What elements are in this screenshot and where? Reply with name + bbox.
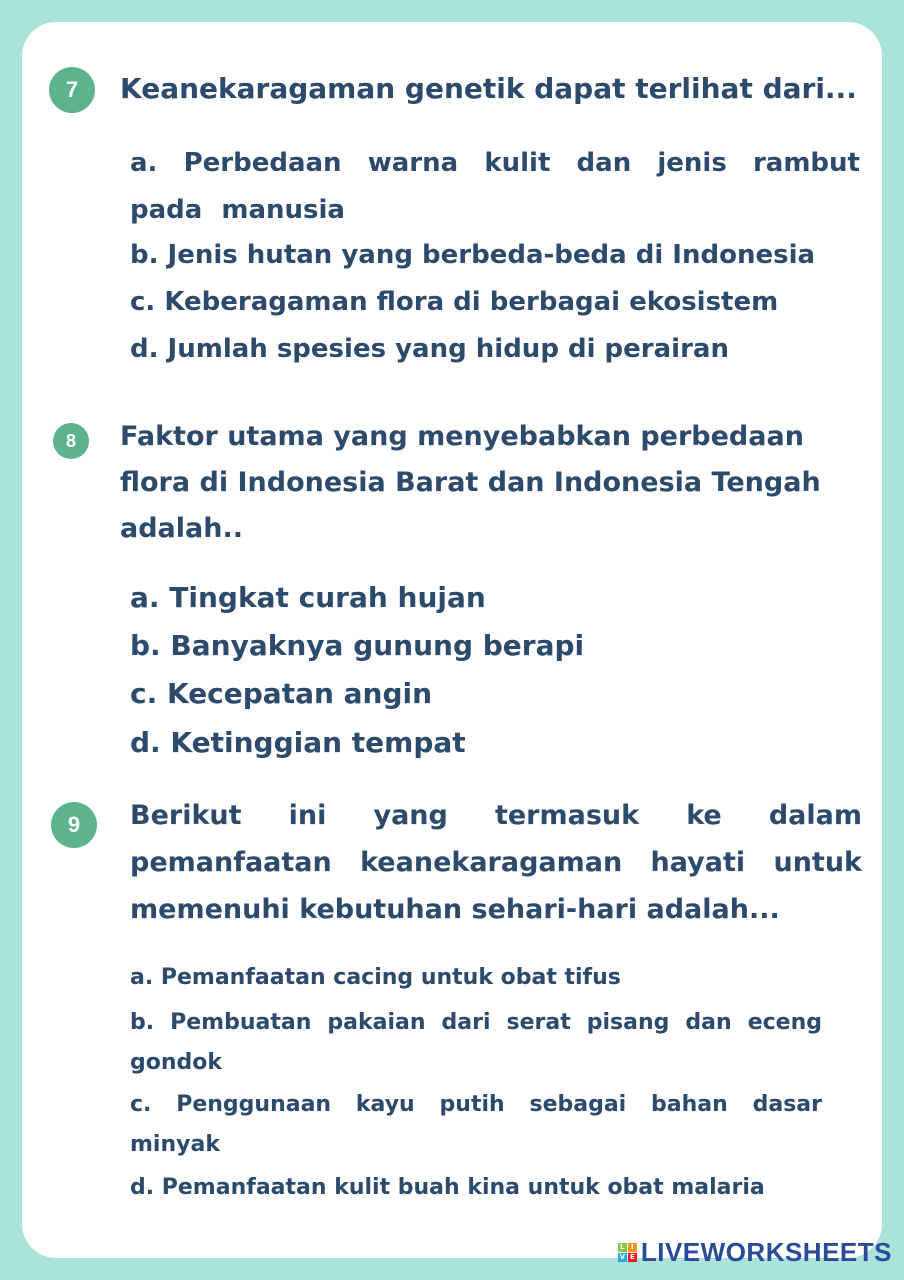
question-8-number-badge: 8 [53, 423, 89, 459]
question-7-number-badge: 7 [49, 67, 95, 113]
logo-letter-e: E [628, 1253, 637, 1262]
question-7-option-a: a. Perbedaan warna kulit dan jenis rambut pada manusia [130, 148, 860, 225]
question-7-text: Keanekaragaman genetik dapat terlihat dari... [120, 72, 857, 105]
question-7-option-b: b. Jenis hutan yang berbeda-beda di Indonesia [130, 240, 816, 270]
liveworksheets-logo-icon [618, 1243, 637, 1262]
question-9-text: Berikut ini yang termasuk ke dalam pemanfaatan keanekaragaman hayati untuk memenuhi kebutuhan sehari-hari adalah... [130, 800, 862, 925]
question-9-option-d: d. Pemanfaatan kulit buah kina untuk obat malaria [130, 1175, 765, 1200]
question-8-text: Faktor utama yang menyebabkan perbedaan flora di Indonesia Barat dan Indonesia Tengah adalah.. [120, 421, 821, 544]
question-7-option-c: c. Keberagaman flora di berbagai ekosistem [130, 287, 779, 317]
liveworksheets-branding [618, 1237, 892, 1268]
liveworksheets-wordmark: LIVEWORKSHEETS [640, 1237, 892, 1267]
logo-letter-l: L [618, 1243, 627, 1252]
question-8-option-c: c. Kecepatan angin [130, 677, 433, 710]
logo-letter-i: I [628, 1243, 637, 1252]
question-8-option-a: a. Tingkat curah hujan [130, 581, 486, 614]
question-8-option-d: d. Ketinggian tempat [130, 726, 466, 759]
logo-letter-v: V [619, 1253, 626, 1261]
question-9-number-badge: 9 [51, 802, 97, 848]
question-9-option-b: b. Pembuatan pakaian dari serat pisang dan eceng gondok [130, 1010, 822, 1075]
question-9-option-a: a. Pemanfaatan cacing untuk obat tifus [130, 965, 621, 990]
question-8-option-b: b. Banyaknya gunung berapi [130, 629, 585, 662]
question-9-option-c: c. Penggunaan kayu putih sebagai bahan dasar minyak [130, 1092, 822, 1157]
question-7-option-d: d. Jumlah spesies yang hidup di perairan [130, 334, 729, 364]
